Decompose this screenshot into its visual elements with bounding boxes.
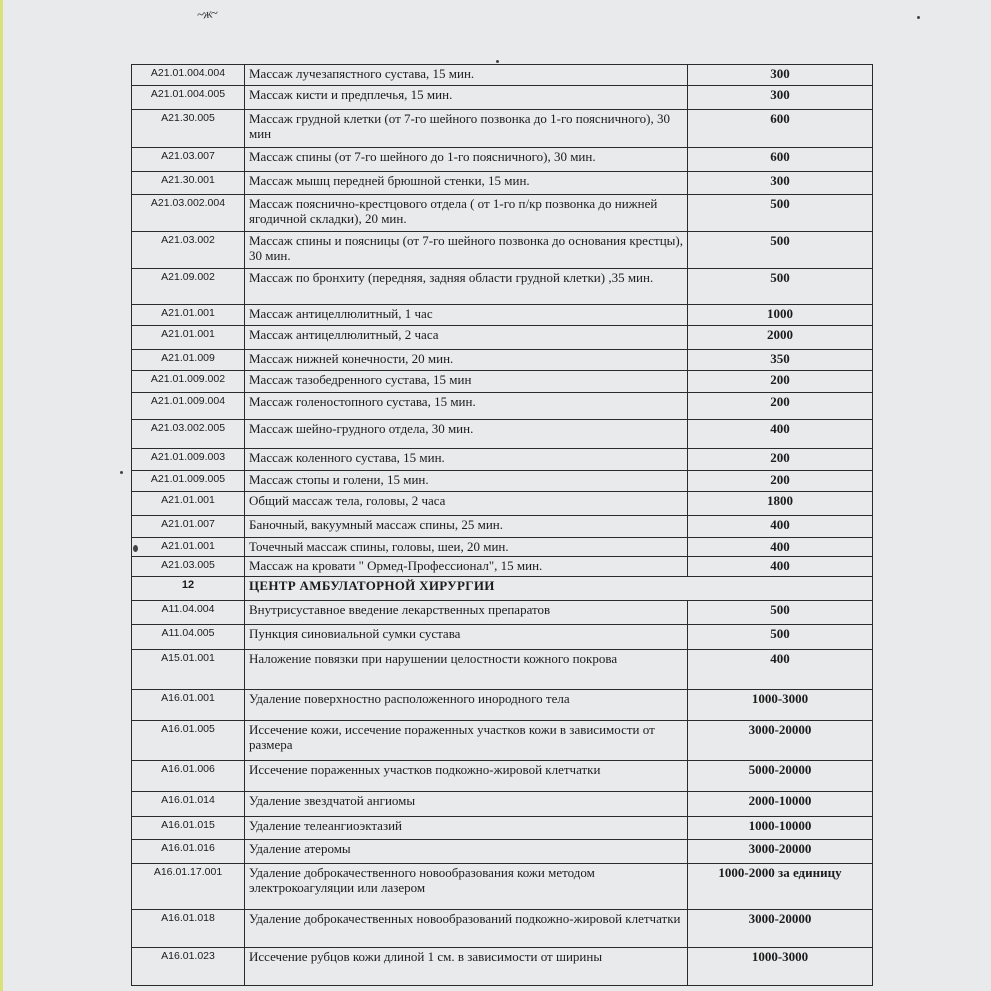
service-name: Общий массаж тела, головы, 2 часа: [245, 492, 688, 516]
table-row: [132, 449, 873, 471]
service-code: A16.01.018: [132, 910, 245, 948]
service-price: 500: [688, 269, 873, 305]
table-row: [132, 269, 873, 305]
service-code: A21.01.001: [132, 326, 245, 350]
service-name: Массаж нижней конечности, 20 мин.: [245, 350, 688, 371]
page-edge: [0, 0, 3, 991]
service-name: Иссечение кожи, иссечение пораженных участков кожи в зависимости от размера: [245, 721, 688, 761]
service-code: A21.01.009: [132, 350, 245, 371]
service-code: A21.01.009.002: [132, 371, 245, 393]
service-price: 5000-20000: [688, 761, 873, 792]
service-code: A21.01.007: [132, 516, 245, 538]
service-code: A16.01.005: [132, 721, 245, 761]
table-row: [132, 492, 873, 516]
service-price: 600: [688, 148, 873, 172]
service-code: A21.01.004.004: [132, 65, 245, 86]
service-price: 400: [688, 650, 873, 690]
service-name: Удаление доброкачественного новообразования кожи методом электрокоагуляции или лазером: [245, 864, 688, 910]
section-number: 12: [132, 577, 245, 601]
table-row: [132, 371, 873, 393]
service-name: Массаж пояснично-крестцового отдела ( от 1-го п/кр позвонка до нижней ягодичной складки), 20 мин.: [245, 195, 688, 232]
service-price: 500: [688, 625, 873, 650]
service-name: Массаж грудной клетки (от 7-го шейного позвонка до 1-го поясничного), 30 мин: [245, 110, 688, 148]
service-code: A21.01.004.005: [132, 86, 245, 110]
service-code: A21.03.005: [132, 557, 245, 577]
service-price: 1000-2000 за единицу: [688, 864, 873, 910]
service-price: 350: [688, 350, 873, 371]
table-row: [132, 690, 873, 721]
table-row: [132, 516, 873, 538]
service-price: 1000: [688, 305, 873, 326]
service-price: 1000-10000: [688, 817, 873, 840]
service-name: Массаж антицеллюлитный, 1 час: [245, 305, 688, 326]
service-price: 500: [688, 601, 873, 625]
price-table: [131, 64, 873, 986]
service-price: 1000-3000: [688, 690, 873, 721]
table-row: [132, 148, 873, 172]
service-code: A16.01.001: [132, 690, 245, 721]
service-name: Массаж тазобедренного сустава, 15 мин: [245, 371, 688, 393]
service-code: A21.03.002.005: [132, 420, 245, 449]
service-name: Массаж по бронхиту (передняя, задняя области грудной клетки) ,35 мин.: [245, 269, 688, 305]
service-price: 1000-3000: [688, 948, 873, 986]
service-price: 500: [688, 232, 873, 269]
table-row: [132, 721, 873, 761]
service-price: 3000-20000: [688, 910, 873, 948]
service-code: A21.03.002.004: [132, 195, 245, 232]
service-name: Массаж шейно-грудного отдела, 30 мин.: [245, 420, 688, 449]
service-price: 200: [688, 371, 873, 393]
service-price: 500: [688, 195, 873, 232]
service-code: A16.01.016: [132, 840, 245, 864]
service-code: A21.01.001: [132, 492, 245, 516]
table-row: [132, 471, 873, 492]
service-code: A21.01.009.003: [132, 449, 245, 471]
service-code: A16.01.014: [132, 792, 245, 817]
service-code: A16.01.17.001: [132, 864, 245, 910]
table-row: [132, 110, 873, 148]
service-name: Иссечение рубцов кожи длиной 1 см. в зависимости от ширины: [245, 948, 688, 986]
service-name: Массаж коленного сустава, 15 мин.: [245, 449, 688, 471]
table-row: [132, 840, 873, 864]
service-code: A21.30.005: [132, 110, 245, 148]
table-row: [132, 650, 873, 690]
service-name: Удаление атеромы: [245, 840, 688, 864]
service-name: Баночный, вакуумный массаж спины, 25 мин.: [245, 516, 688, 538]
service-price: 600: [688, 110, 873, 148]
table-row: [132, 948, 873, 986]
service-name: Массаж на кровати " Ормед-Профессионал", 15 мин.: [245, 557, 688, 577]
service-code: A15.01.001: [132, 650, 245, 690]
table-row: [132, 393, 873, 420]
service-price: 200: [688, 393, 873, 420]
service-code: A21.01.001: [132, 538, 245, 557]
table-row: [132, 864, 873, 910]
table-row: [132, 326, 873, 350]
scan-dot: [496, 60, 499, 63]
table-row: [132, 625, 873, 650]
service-code: A21.01.009.004: [132, 393, 245, 420]
service-price: 400: [688, 516, 873, 538]
service-name: Удаление телеангиоэктазий: [245, 817, 688, 840]
service-name: Удаление звездчатой ангиомы: [245, 792, 688, 817]
service-name: Массаж голеностопного сустава, 15 мин.: [245, 393, 688, 420]
section-header-row: [132, 577, 873, 601]
service-code: A21.30.001: [132, 172, 245, 195]
service-name: Массаж антицеллюлитный, 2 часа: [245, 326, 688, 350]
service-name: Массаж спины (от 7-го шейного до 1-го поясничного), 30 мин.: [245, 148, 688, 172]
service-price: 400: [688, 538, 873, 557]
service-code: A11.04.005: [132, 625, 245, 650]
service-name: Точечный массаж спины, головы, шеи, 20 мин.: [245, 538, 688, 557]
table-row: [132, 86, 873, 110]
service-code: A16.01.023: [132, 948, 245, 986]
service-price: 1800: [688, 492, 873, 516]
service-code: A21.03.007: [132, 148, 245, 172]
service-code: A21.09.002: [132, 269, 245, 305]
service-name: Удаление поверхностно расположенного инородного тела: [245, 690, 688, 721]
service-price: 200: [688, 449, 873, 471]
service-name: Пункция синовиальной сумки сустава: [245, 625, 688, 650]
service-price: 400: [688, 557, 873, 577]
service-name: Массаж мышц передней брюшной стенки, 15 мин.: [245, 172, 688, 195]
service-price: 300: [688, 65, 873, 86]
table-row: [132, 172, 873, 195]
service-price: 2000-10000: [688, 792, 873, 817]
table-row: [132, 305, 873, 326]
service-name: Массаж спины и поясницы (от 7-го шейного позвонка до основания крестцы), 30 мин.: [245, 232, 688, 269]
service-price: 3000-20000: [688, 840, 873, 864]
scan-mark: ~ж~: [196, 4, 218, 23]
table-row: [132, 557, 873, 577]
service-name: Внутрисуставное введение лекарственных препаратов: [245, 601, 688, 625]
table-row: [132, 195, 873, 232]
service-code: A21.01.001: [132, 305, 245, 326]
service-code: A11.04.004: [132, 601, 245, 625]
table-row: [132, 601, 873, 625]
scan-dot: [917, 16, 920, 19]
table-row: [132, 817, 873, 840]
table-row: [132, 65, 873, 86]
table-row: [132, 350, 873, 371]
service-price: 2000: [688, 326, 873, 350]
service-name: Массаж лучезапястного сустава, 15 мин.: [245, 65, 688, 86]
service-name: Удаление доброкачественных новообразований подкожно-жировой клетчатки: [245, 910, 688, 948]
service-code: A16.01.015: [132, 817, 245, 840]
service-price: 300: [688, 86, 873, 110]
table-row: [132, 420, 873, 449]
scan-dot: [120, 471, 123, 474]
table-row: [132, 910, 873, 948]
service-price: 400: [688, 420, 873, 449]
table-row: [132, 538, 873, 557]
table-row: [132, 761, 873, 792]
service-code: A21.01.009.005: [132, 471, 245, 492]
section-title: ЦЕНТР АМБУЛАТОРНОЙ ХИРУРГИИ: [245, 577, 873, 601]
table-row: [132, 792, 873, 817]
service-name: Массаж стопы и голени, 15 мин.: [245, 471, 688, 492]
service-code: A16.01.006: [132, 761, 245, 792]
table-row: [132, 232, 873, 269]
service-name: Массаж кисти и предплечья, 15 мин.: [245, 86, 688, 110]
service-price: 300: [688, 172, 873, 195]
service-price: 3000-20000: [688, 721, 873, 761]
service-name: Наложение повязки при нарушении целостности кожного покрова: [245, 650, 688, 690]
service-price: 200: [688, 471, 873, 492]
service-code: A21.03.002: [132, 232, 245, 269]
service-name: Иссечение пораженных участков подкожно-жировой клетчатки: [245, 761, 688, 792]
